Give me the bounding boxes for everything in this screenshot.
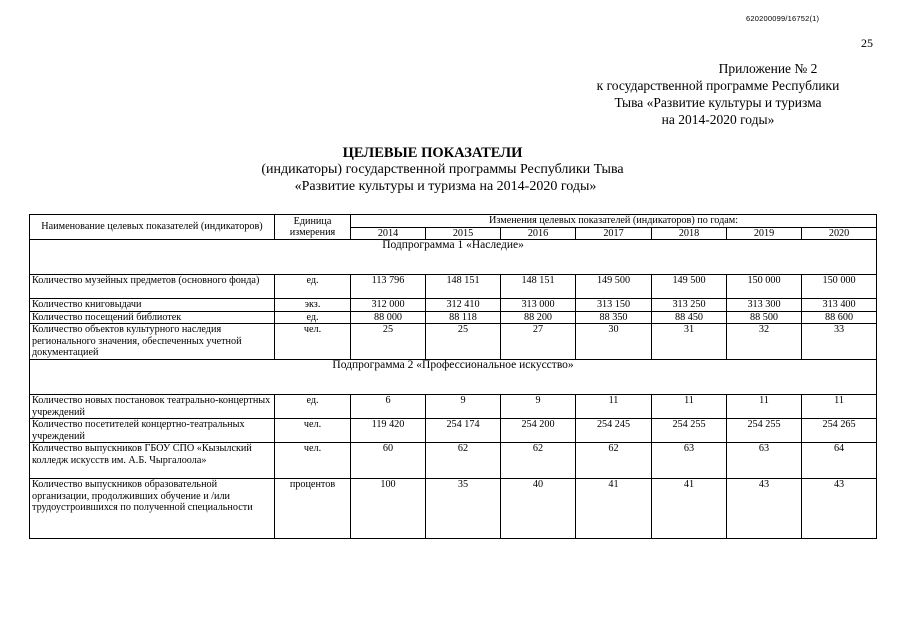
title-subtitle-1: (индикаторы) государственной программы Республики Тыва <box>261 162 624 177</box>
header-year: 2020 <box>802 227 877 240</box>
indicator-unit: чел. <box>275 443 351 479</box>
title-main: ЦЕЛЕВЫЕ ПОКАЗАТЕЛИ <box>342 145 523 161</box>
indicator-name: Количество посещений библиотек <box>30 311 275 324</box>
indicator-value: 88 200 <box>501 311 576 324</box>
header-unit: Единица измерения <box>275 215 351 240</box>
indicator-value: 64 <box>802 443 877 479</box>
document-id: 620200099/16752(1) <box>746 14 820 23</box>
indicator-value: 313 150 <box>576 299 652 312</box>
title-subtitle-2: «Развитие культуры и туризма на 2014-2020 годы» <box>294 179 597 194</box>
indicator-value: 63 <box>652 443 727 479</box>
indicator-value: 88 500 <box>727 311 802 324</box>
document-title <box>0 145 905 195</box>
header-changes-by-year: Изменения целевых показателей (индикаторов) по годам: <box>351 215 877 228</box>
indicator-value: 313 300 <box>727 299 802 312</box>
header-year: 2018 <box>652 227 727 240</box>
indicator-value: 254 200 <box>501 419 576 443</box>
indicator-name: Количество посетителей концертно-театральных учреждений <box>30 419 275 443</box>
indicator-unit: чел. <box>275 324 351 360</box>
indicator-value: 88 350 <box>576 311 652 324</box>
table-row <box>30 275 877 299</box>
indicator-value: 43 <box>727 479 802 539</box>
table-row <box>30 479 877 539</box>
indicator-unit: ед. <box>275 395 351 419</box>
indicator-value: 313 250 <box>652 299 727 312</box>
indicator-value: 100 <box>351 479 426 539</box>
appendix-header <box>560 60 876 128</box>
header-year: 2017 <box>576 227 652 240</box>
indicator-value: 313 400 <box>802 299 877 312</box>
indicator-value: 119 420 <box>351 419 426 443</box>
indicator-value: 254 255 <box>727 419 802 443</box>
table-body <box>30 240 877 539</box>
header-indicator-name: Наименование целевых показателей (индикаторов) <box>30 215 275 240</box>
indicator-value: 9 <box>501 395 576 419</box>
section-title: Подпрограмма 2 «Профессиональное искусство» <box>30 360 877 395</box>
indicator-value: 25 <box>426 324 501 360</box>
header-year: 2019 <box>727 227 802 240</box>
indicator-value: 254 174 <box>426 419 501 443</box>
indicator-value: 148 151 <box>501 275 576 299</box>
section-row <box>30 360 877 395</box>
indicator-value: 25 <box>351 324 426 360</box>
section-title: Подпрограмма 1 «Наследие» <box>30 240 877 275</box>
indicator-value: 88 000 <box>351 311 426 324</box>
indicator-unit: ед. <box>275 275 351 299</box>
indicator-value: 150 000 <box>727 275 802 299</box>
indicator-value: 31 <box>652 324 727 360</box>
appendix-line-2: к государственной программе Республики <box>596 78 840 93</box>
indicator-value: 313 000 <box>501 299 576 312</box>
table-row <box>30 419 877 443</box>
indicator-value: 6 <box>351 395 426 419</box>
indicator-value: 88 118 <box>426 311 501 324</box>
indicator-value: 9 <box>426 395 501 419</box>
section-row <box>30 240 877 275</box>
indicator-value: 11 <box>802 395 877 419</box>
indicator-value: 41 <box>652 479 727 539</box>
indicator-value: 60 <box>351 443 426 479</box>
table-row <box>30 395 877 419</box>
indicator-unit: чел. <box>275 419 351 443</box>
indicator-value: 149 500 <box>576 275 652 299</box>
indicator-value: 254 255 <box>652 419 727 443</box>
table-row <box>30 311 877 324</box>
indicator-value: 148 151 <box>426 275 501 299</box>
indicator-value: 88 600 <box>802 311 877 324</box>
indicator-value: 27 <box>501 324 576 360</box>
indicator-value: 62 <box>501 443 576 479</box>
indicator-value: 63 <box>727 443 802 479</box>
indicator-value: 43 <box>802 479 877 539</box>
indicator-name: Количество выпускников образовательной организации, продолживших обучение и /или трудоустроившихся по полученной специальности <box>30 479 275 539</box>
indicator-value: 30 <box>576 324 652 360</box>
indicator-value: 35 <box>426 479 501 539</box>
header-year: 2014 <box>351 227 426 240</box>
indicator-value: 11 <box>652 395 727 419</box>
indicator-unit: ед. <box>275 311 351 324</box>
indicator-value: 88 450 <box>652 311 727 324</box>
table-row <box>30 299 877 312</box>
indicator-name: Количество новых постановок театрально-концертных учреждений <box>30 395 275 419</box>
indicator-value: 33 <box>802 324 877 360</box>
indicator-name: Количество музейных предметов (основного фонда) <box>30 275 275 299</box>
indicator-value: 254 265 <box>802 419 877 443</box>
table-row <box>30 443 877 479</box>
header-year: 2016 <box>501 227 576 240</box>
indicator-value: 150 000 <box>802 275 877 299</box>
indicator-unit: экз. <box>275 299 351 312</box>
indicator-value: 113 796 <box>351 275 426 299</box>
indicators-table <box>29 214 877 539</box>
indicator-unit: процентов <box>275 479 351 539</box>
indicator-value: 62 <box>576 443 652 479</box>
appendix-line-1: Приложение № 2 <box>718 61 818 76</box>
indicator-value: 11 <box>576 395 652 419</box>
indicator-value: 32 <box>727 324 802 360</box>
table-row <box>30 324 877 360</box>
indicator-value: 62 <box>426 443 501 479</box>
indicator-value: 149 500 <box>652 275 727 299</box>
indicator-name: Количество книговыдачи <box>30 299 275 312</box>
indicator-value: 312 410 <box>426 299 501 312</box>
indicator-value: 40 <box>501 479 576 539</box>
indicator-name: Количество объектов культурного наследия регионального значения, обеспеченных учетной документацией <box>30 324 275 360</box>
header-year: 2015 <box>426 227 501 240</box>
page-number: 25 <box>861 36 873 50</box>
indicator-value: 41 <box>576 479 652 539</box>
indicator-name: Количество выпускников ГБОУ СПО «Кызылский колледж искусств им. А.Б. Чыргалоола» <box>30 443 275 479</box>
appendix-line-3: Тыва «Развитие культуры и туризма <box>614 95 822 110</box>
indicator-value: 312 000 <box>351 299 426 312</box>
indicator-value: 11 <box>727 395 802 419</box>
indicator-value: 254 245 <box>576 419 652 443</box>
appendix-line-4: на 2014-2020 годы» <box>661 112 775 127</box>
